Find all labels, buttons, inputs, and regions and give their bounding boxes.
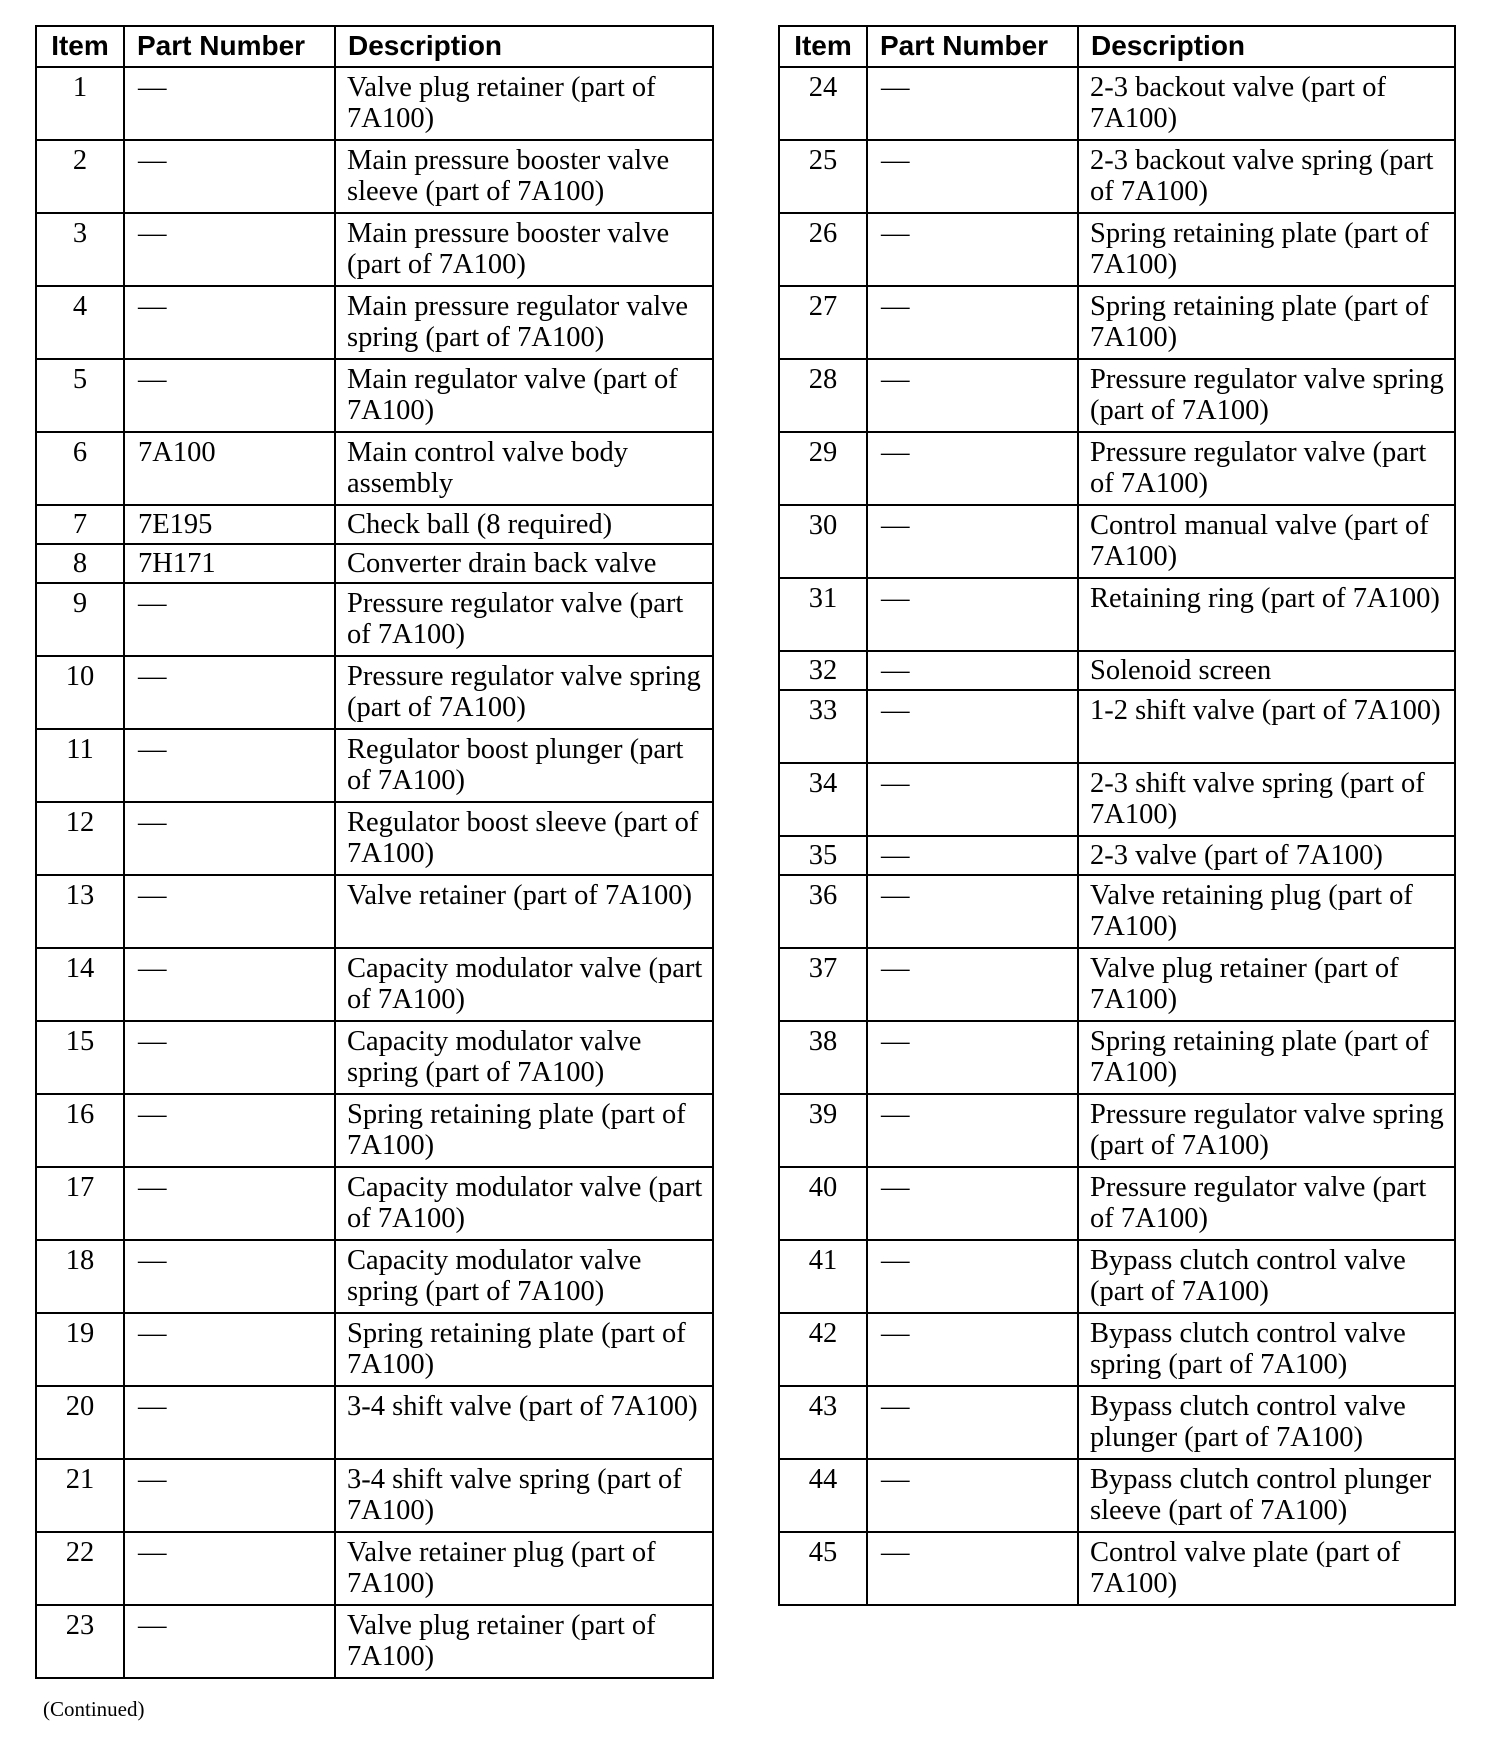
item-number-cell: 10 xyxy=(36,656,124,729)
description-cell: Main pressure regulator valve spring (part of 7A100) xyxy=(335,286,713,359)
table-row xyxy=(36,875,713,948)
description-cell: Pressure regulator valve spring (part of 7A100) xyxy=(335,656,713,729)
table-row xyxy=(779,286,1455,359)
description-cell: Control manual valve (part of 7A100) xyxy=(1078,505,1455,578)
part-number-cell: — xyxy=(867,836,1078,875)
description-cell: Valve retainer plug (part of 7A100) xyxy=(335,1532,713,1605)
column-header-description: Description xyxy=(1078,26,1455,67)
description-cell: Control valve plate (part of 7A100) xyxy=(1078,1532,1455,1605)
part-number-cell: — xyxy=(867,651,1078,690)
item-number-cell: 38 xyxy=(779,1021,867,1094)
column-header-description: Description xyxy=(335,26,713,67)
part-number-cell: — xyxy=(124,286,335,359)
part-number-cell: — xyxy=(867,1459,1078,1532)
description-cell: Main regulator valve (part of 7A100) xyxy=(335,359,713,432)
description-cell: Spring retaining plate (part of 7A100) xyxy=(1078,213,1455,286)
description-cell: Spring retaining plate (part of 7A100) xyxy=(1078,286,1455,359)
description-cell: Spring retaining plate (part of 7A100) xyxy=(335,1094,713,1167)
table-row xyxy=(779,690,1455,763)
table-header-row xyxy=(36,26,713,67)
description-cell: Valve plug retainer (part of 7A100) xyxy=(335,1605,713,1678)
table-row xyxy=(779,1167,1455,1240)
part-number-cell: — xyxy=(867,948,1078,1021)
description-cell: Bypass clutch control valve plunger (part of 7A100) xyxy=(1078,1386,1455,1459)
item-number-cell: 11 xyxy=(36,729,124,802)
item-number-cell: 3 xyxy=(36,213,124,286)
item-number-cell: 24 xyxy=(779,67,867,140)
table-row xyxy=(779,1532,1455,1605)
item-number-cell: 6 xyxy=(36,432,124,505)
table-row xyxy=(36,213,713,286)
table-row xyxy=(779,432,1455,505)
description-cell: 2-3 backout valve (part of 7A100) xyxy=(1078,67,1455,140)
table-row xyxy=(36,1240,713,1313)
description-cell: Pressure regulator valve spring (part of 7A100) xyxy=(1078,359,1455,432)
description-cell: Main pressure booster valve (part of 7A100) xyxy=(335,213,713,286)
table-row xyxy=(779,1240,1455,1313)
description-cell: Capacity modulator valve (part of 7A100) xyxy=(335,948,713,1021)
item-number-cell: 17 xyxy=(36,1167,124,1240)
table-row xyxy=(36,1459,713,1532)
item-number-cell: 39 xyxy=(779,1094,867,1167)
description-cell: 1-2 shift valve (part of 7A100) xyxy=(1078,690,1455,763)
table-row xyxy=(36,67,713,140)
table-row xyxy=(36,1094,713,1167)
part-number-cell: — xyxy=(867,690,1078,763)
part-number-cell: — xyxy=(867,432,1078,505)
item-number-cell: 36 xyxy=(779,875,867,948)
item-number-cell: 41 xyxy=(779,1240,867,1313)
part-number-cell: — xyxy=(867,578,1078,651)
part-number-cell: — xyxy=(124,583,335,656)
description-cell: Main pressure booster valve sleeve (part of 7A100) xyxy=(335,140,713,213)
item-number-cell: 29 xyxy=(779,432,867,505)
item-number-cell: 21 xyxy=(36,1459,124,1532)
item-number-cell: 31 xyxy=(779,578,867,651)
table-row xyxy=(36,432,713,505)
part-number-cell: — xyxy=(124,948,335,1021)
part-number-cell: — xyxy=(124,1240,335,1313)
description-cell: Converter drain back valve xyxy=(335,544,713,583)
part-number-cell: — xyxy=(124,1605,335,1678)
description-cell: Retaining ring (part of 7A100) xyxy=(1078,578,1455,651)
part-number-cell: — xyxy=(867,67,1078,140)
part-number-cell: — xyxy=(124,1021,335,1094)
description-cell: Bypass clutch control valve (part of 7A100) xyxy=(1078,1240,1455,1313)
item-number-cell: 23 xyxy=(36,1605,124,1678)
part-number-cell: — xyxy=(867,1240,1078,1313)
description-cell: Spring retaining plate (part of 7A100) xyxy=(335,1313,713,1386)
item-number-cell: 45 xyxy=(779,1532,867,1605)
item-number-cell: 18 xyxy=(36,1240,124,1313)
table-row xyxy=(779,1459,1455,1532)
item-number-cell: 8 xyxy=(36,544,124,583)
column-header-item: Item xyxy=(779,26,867,67)
parts-table-right xyxy=(778,25,1456,1606)
table-row xyxy=(36,505,713,544)
part-number-cell: — xyxy=(867,1532,1078,1605)
description-cell: Valve retainer (part of 7A100) xyxy=(335,875,713,948)
part-number-cell: — xyxy=(124,729,335,802)
description-cell: Spring retaining plate (part of 7A100) xyxy=(1078,1021,1455,1094)
description-cell: 2-3 backout valve spring (part of 7A100) xyxy=(1078,140,1455,213)
description-cell: 2-3 shift valve spring (part of 7A100) xyxy=(1078,763,1455,836)
description-cell: Pressure regulator valve (part of 7A100) xyxy=(1078,432,1455,505)
description-cell: Pressure regulator valve (part of 7A100) xyxy=(335,583,713,656)
description-cell: Check ball (8 required) xyxy=(335,505,713,544)
item-number-cell: 40 xyxy=(779,1167,867,1240)
part-number-cell: — xyxy=(867,1094,1078,1167)
table-row xyxy=(779,948,1455,1021)
table-row xyxy=(36,286,713,359)
item-number-cell: 13 xyxy=(36,875,124,948)
table-row xyxy=(779,836,1455,875)
part-number-cell: — xyxy=(124,1313,335,1386)
item-number-cell: 16 xyxy=(36,1094,124,1167)
item-number-cell: 12 xyxy=(36,802,124,875)
description-cell: Regulator boost sleeve (part of 7A100) xyxy=(335,802,713,875)
part-number-cell: — xyxy=(124,1459,335,1532)
part-number-cell: — xyxy=(867,359,1078,432)
table-row xyxy=(779,763,1455,836)
description-cell: Valve retaining plug (part of 7A100) xyxy=(1078,875,1455,948)
table-row xyxy=(779,359,1455,432)
part-number-cell: 7A100 xyxy=(124,432,335,505)
item-number-cell: 4 xyxy=(36,286,124,359)
table-row xyxy=(36,140,713,213)
part-number-cell: — xyxy=(867,763,1078,836)
part-number-cell: — xyxy=(867,875,1078,948)
parts-table-left xyxy=(35,25,714,1679)
item-number-cell: 1 xyxy=(36,67,124,140)
table-row xyxy=(779,140,1455,213)
description-cell: Valve plug retainer (part of 7A100) xyxy=(1078,948,1455,1021)
item-number-cell: 19 xyxy=(36,1313,124,1386)
part-number-cell: 7E195 xyxy=(124,505,335,544)
item-number-cell: 33 xyxy=(779,690,867,763)
part-number-cell: — xyxy=(124,67,335,140)
description-cell: Pressure regulator valve (part of 7A100) xyxy=(1078,1167,1455,1240)
table-row xyxy=(779,875,1455,948)
item-number-cell: 27 xyxy=(779,286,867,359)
item-number-cell: 30 xyxy=(779,505,867,578)
description-cell: Regulator boost plunger (part of 7A100) xyxy=(335,729,713,802)
table-row xyxy=(36,1532,713,1605)
table-row xyxy=(779,67,1455,140)
table-row xyxy=(36,1386,713,1459)
table-row xyxy=(779,1386,1455,1459)
item-number-cell: 37 xyxy=(779,948,867,1021)
part-number-cell: — xyxy=(867,505,1078,578)
description-cell: Main control valve body assembly xyxy=(335,432,713,505)
part-number-cell: — xyxy=(867,1021,1078,1094)
table-row xyxy=(779,1313,1455,1386)
part-number-cell: — xyxy=(124,140,335,213)
description-cell: Bypass clutch control valve spring (part of 7A100) xyxy=(1078,1313,1455,1386)
part-number-cell: — xyxy=(124,359,335,432)
description-cell: Capacity modulator valve spring (part of 7A100) xyxy=(335,1021,713,1094)
part-number-cell: — xyxy=(124,1094,335,1167)
table-row xyxy=(36,544,713,583)
table-row xyxy=(779,1021,1455,1094)
part-number-cell: — xyxy=(867,213,1078,286)
table-row xyxy=(36,948,713,1021)
part-number-cell: — xyxy=(867,1167,1078,1240)
description-cell: Valve plug retainer (part of 7A100) xyxy=(335,67,713,140)
item-number-cell: 22 xyxy=(36,1532,124,1605)
item-number-cell: 5 xyxy=(36,359,124,432)
item-number-cell: 7 xyxy=(36,505,124,544)
table-row xyxy=(36,583,713,656)
item-number-cell: 32 xyxy=(779,651,867,690)
item-number-cell: 26 xyxy=(779,213,867,286)
table-row xyxy=(36,1167,713,1240)
part-number-cell: — xyxy=(867,1313,1078,1386)
description-cell: Capacity modulator valve (part of 7A100) xyxy=(335,1167,713,1240)
description-cell: Solenoid screen xyxy=(1078,651,1455,690)
part-number-cell: — xyxy=(867,140,1078,213)
part-number-cell: — xyxy=(124,656,335,729)
column-header-part-number: Part Number xyxy=(124,26,335,67)
table-row xyxy=(36,1021,713,1094)
table-row xyxy=(36,359,713,432)
item-number-cell: 34 xyxy=(779,763,867,836)
description-cell: 2-3 valve (part of 7A100) xyxy=(1078,836,1455,875)
column-header-part-number: Part Number xyxy=(867,26,1078,67)
table-row xyxy=(36,729,713,802)
table-row xyxy=(36,1605,713,1678)
item-number-cell: 25 xyxy=(779,140,867,213)
description-cell: 3-4 shift valve (part of 7A100) xyxy=(335,1386,713,1459)
description-cell: 3-4 shift valve spring (part of 7A100) xyxy=(335,1459,713,1532)
part-number-cell: — xyxy=(867,286,1078,359)
part-number-cell: 7H171 xyxy=(124,544,335,583)
table-row xyxy=(36,1313,713,1386)
item-number-cell: 28 xyxy=(779,359,867,432)
item-number-cell: 43 xyxy=(779,1386,867,1459)
part-number-cell: — xyxy=(124,1386,335,1459)
table-row xyxy=(779,505,1455,578)
part-number-cell: — xyxy=(867,1386,1078,1459)
item-number-cell: 35 xyxy=(779,836,867,875)
table-row xyxy=(779,213,1455,286)
table-row xyxy=(36,802,713,875)
table-row xyxy=(779,578,1455,651)
item-number-cell: 44 xyxy=(779,1459,867,1532)
item-number-cell: 2 xyxy=(36,140,124,213)
item-number-cell: 15 xyxy=(36,1021,124,1094)
item-number-cell: 42 xyxy=(779,1313,867,1386)
table-row xyxy=(779,651,1455,690)
table-row xyxy=(36,656,713,729)
part-number-cell: — xyxy=(124,213,335,286)
description-cell: Capacity modulator valve spring (part of 7A100) xyxy=(335,1240,713,1313)
part-number-cell: — xyxy=(124,1532,335,1605)
continued-note: (Continued) xyxy=(43,1697,145,1721)
table-header-row xyxy=(779,26,1455,67)
description-cell: Bypass clutch control plunger sleeve (part of 7A100) xyxy=(1078,1459,1455,1532)
description-cell: Pressure regulator valve spring (part of 7A100) xyxy=(1078,1094,1455,1167)
item-number-cell: 9 xyxy=(36,583,124,656)
column-header-item: Item xyxy=(36,26,124,67)
part-number-cell: — xyxy=(124,1167,335,1240)
item-number-cell: 14 xyxy=(36,948,124,1021)
part-number-cell: — xyxy=(124,802,335,875)
part-number-cell: — xyxy=(124,875,335,948)
table-row xyxy=(779,1094,1455,1167)
item-number-cell: 20 xyxy=(36,1386,124,1459)
